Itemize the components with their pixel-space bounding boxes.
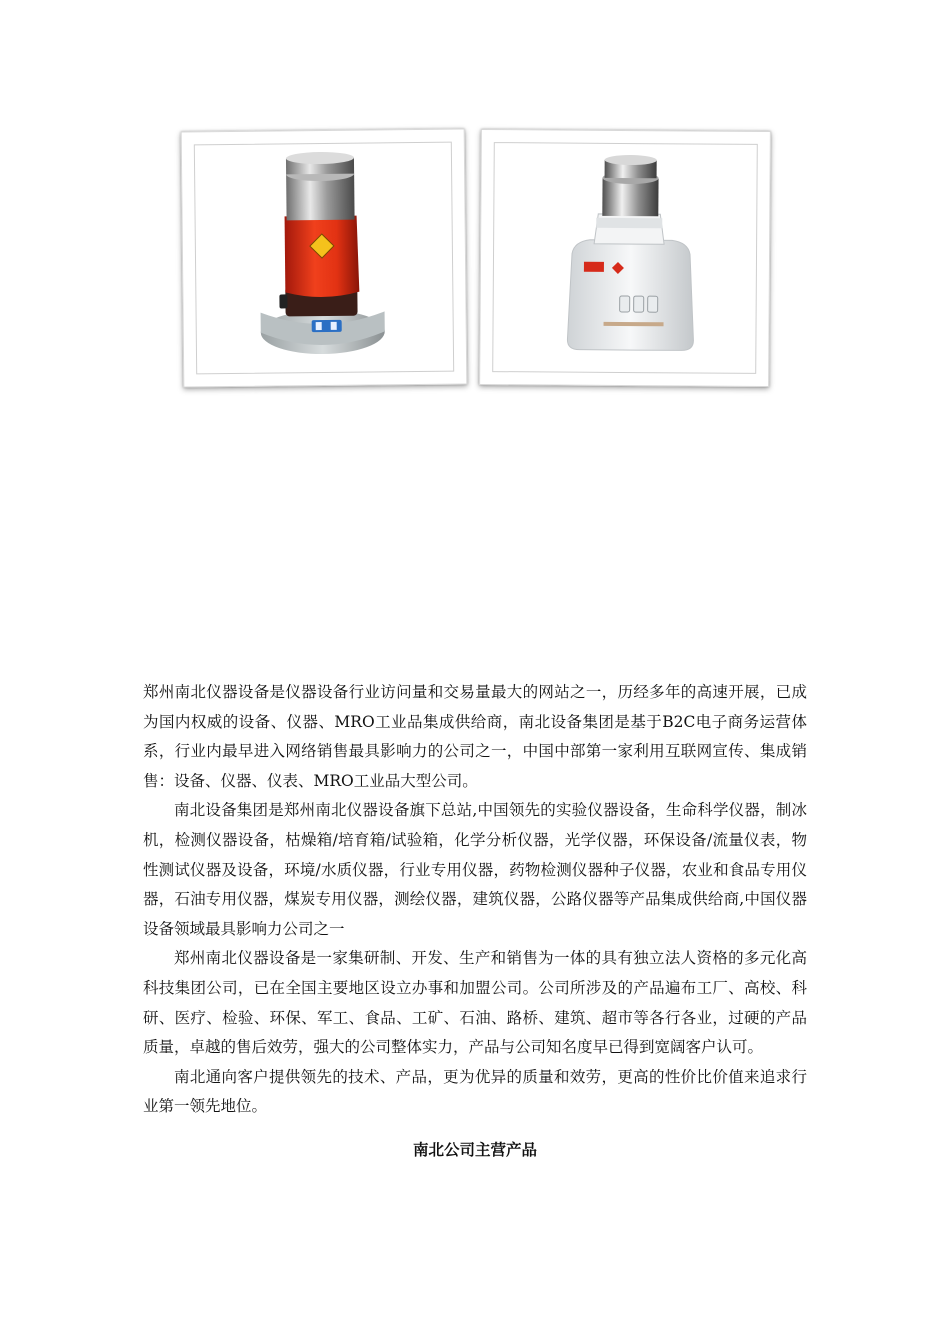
- section-heading: 南北公司主营产品: [412, 1141, 537, 1159]
- body-text: [143, 678, 807, 1122]
- paragraph-intro: 郑州南北仪器设备是仪器设备行业访问量和交易量最大的网站之一，历经多年的高速开展，已成为国内权威的设备、仪器、MRO工业品集成供给商，南北设备集团是基于B2C电子商务运营体系，行业内最早进入网络销售最具影响力的公司之一，中国中部第一家利用互联网宣传、集成销售：设备、仪器、仪表、MRO工业品大型公司。: [143, 683, 807, 790]
- paragraph-company: 郑州南北仪器设备是一家集研制、开发、生产和销售为一体的具有独立法人资格的多元化高科技集团公司，已在全国主要地区设立办事和加盟公司。公司所涉及的产品遍布工厂、高校、科研、医疗、检验、环保、军工、食品、工矿、石油、路桥、建筑、超市等各行各业，过硬的产品质量，卓越的售后效劳，强大的公司整体实力，产品与公司知名度早已得到宽阔客户认可。: [143, 949, 807, 1057]
- white-grinder-image: [493, 143, 757, 373]
- red-grinder-image: [195, 143, 453, 374]
- product-photo-frame-left: [181, 129, 468, 388]
- product-photo-frame-right: [479, 129, 771, 387]
- paragraph-mission: 南北通向客户提供领先的技术、产品，更为优异的质量和效劳，更高的性价比价值来追求行业第一领先地位。: [143, 1067, 807, 1116]
- paragraph-products: 南北设备集团是郑州南北仪器设备旗下总站,中国领先的实验仪器设备，生命科学仪器，制冰机，检测仪器设备，枯燥箱/培育箱/试验箱，化学分析仪器，光学仪器，环保设备/流量仪表，物性测试仪器及设备，环境/水质仪器，行业专用仪器，药物检测仪器种子仪器，农业和食品专用仪器，石油专用仪器，煤炭专用仪器，测绘仪器，建筑仪器，公路仪器等产品集成供给商,中国仪器设备领域最具影响力公司之一: [143, 801, 807, 938]
